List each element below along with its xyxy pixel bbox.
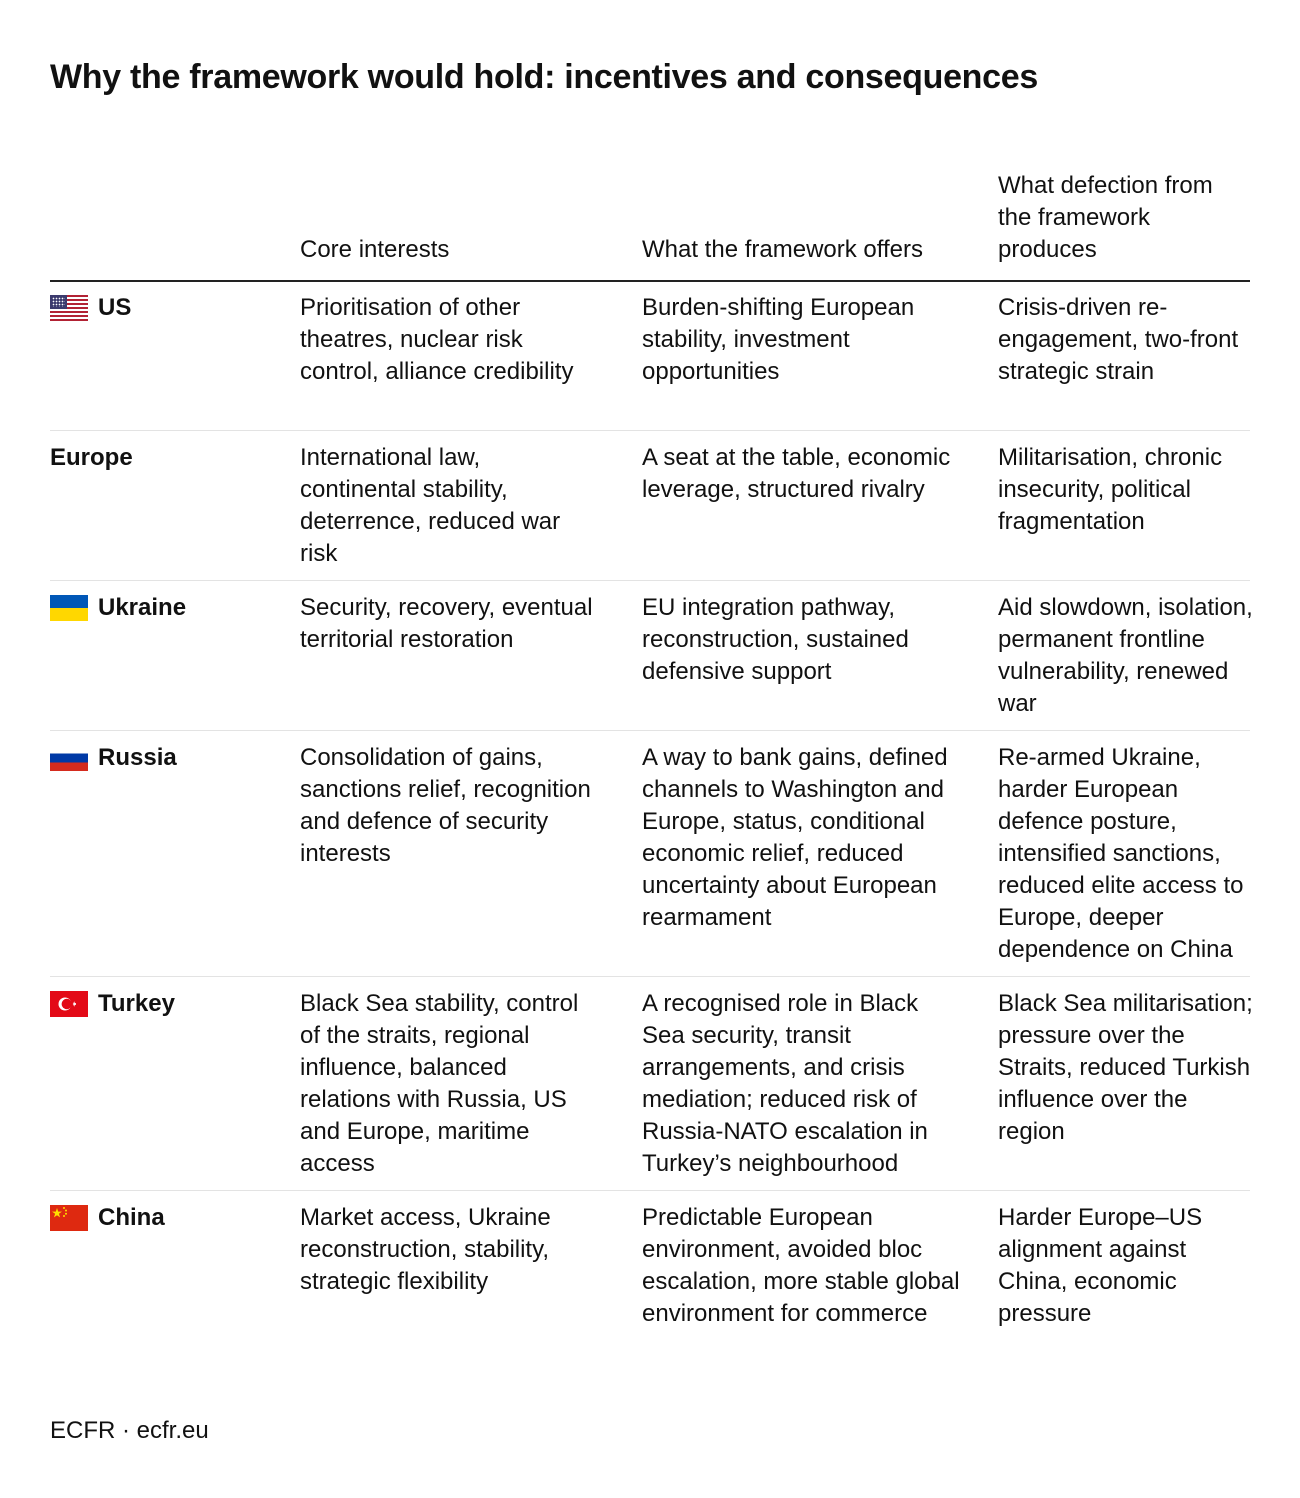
defection-cell: Black Sea militarisation; pressure over the Straits, reduced Turkish influence over the region (998, 990, 1253, 1145)
core-interests-cell: Black Sea stability, control of the straits, regional influence, balanced relations with Russia, US and Europe, maritime access (300, 990, 579, 1177)
column-header-framework-offers: What the framework offers (642, 236, 923, 263)
row-divider (50, 730, 1250, 731)
actor-name: Turkey (98, 990, 175, 1017)
row-divider (50, 976, 1250, 977)
defection-cell: Militarisation, chronic insecurity, political fragmentation (998, 444, 1223, 535)
actor-name: China (98, 1204, 165, 1231)
framework-offers-cell: A seat at the table, economic leverage, structured rivalry (642, 444, 951, 503)
row-divider (50, 430, 1250, 431)
actor-name: Europe (50, 444, 133, 471)
actor-us (50, 292, 131, 324)
actor-turkey (50, 988, 175, 1020)
defection-cell: Aid slowdown, isolation, permanent frontline vulnerability, renewed war (998, 594, 1253, 717)
column-header-defection: What defection from the framework produces (998, 172, 1213, 263)
column-header-core-interests: Core interests (300, 236, 450, 263)
us-flag-icon (50, 295, 88, 321)
core-interests-cell: Consolidation of gains, sanctions relief, recognition and defence of security interests (300, 744, 591, 867)
framework-offers-cell: Burden-shifting European stability, investment opportunities (642, 294, 915, 385)
table-header (50, 166, 1250, 280)
actor-europe (50, 442, 133, 474)
core-interests-cell: International law, continental stability, deterrence, reduced war risk (300, 444, 561, 567)
turkey-flag-icon (50, 991, 88, 1017)
framework-offers-cell: A way to bank gains, defined channels to Washington and Europe, status, conditional economic relief, reduced uncertainty about European rearmament (642, 744, 948, 931)
actor-russia (50, 742, 177, 774)
defection-cell: Crisis-driven re-engagement, two-front strategic strain (998, 294, 1239, 385)
actor-name: US (98, 294, 132, 321)
defection-cell: Re-armed Ukraine, harder European defence posture, intensified sanctions, reduced elite access to Europe, deeper dependence on China (998, 744, 1244, 963)
row-divider (50, 1190, 1250, 1191)
actor-name: Ukraine (98, 594, 187, 621)
framework-offers-cell: EU integration pathway, reconstruction, sustained defensive support (642, 594, 909, 685)
core-interests-cell: Prioritisation of other theatres, nuclear risk control, alliance credibility (300, 294, 574, 385)
china-flag-icon (50, 1205, 88, 1231)
russia-flag-icon (50, 745, 88, 771)
framework-offers-cell: A recognised role in Black Sea security, transit arrangements, and crisis mediation; reduced risk of Russia-NATO escalation in Turkey’s neighbourhood (642, 990, 928, 1177)
ukraine-flag-icon (50, 595, 88, 621)
source-footer: ECFR · ecfr.eu (50, 1417, 209, 1444)
actor-ukraine (50, 592, 186, 624)
core-interests-cell: Security, recovery, eventual territorial restoration (300, 594, 593, 653)
actor-name: Russia (98, 744, 177, 771)
header-divider (50, 280, 1250, 282)
core-interests-cell: Market access, Ukraine reconstruction, stability, strategic flexibility (300, 1204, 551, 1295)
defection-cell: Harder Europe–US alignment against China, economic pressure (998, 1204, 1203, 1327)
actor-china (50, 1202, 165, 1234)
framework-offers-cell: Predictable European environment, avoided bloc escalation, more stable global environment for commerce (642, 1204, 960, 1327)
page-title: Why the framework would hold: incentives and consequences (50, 58, 1038, 96)
row-divider (50, 580, 1250, 581)
